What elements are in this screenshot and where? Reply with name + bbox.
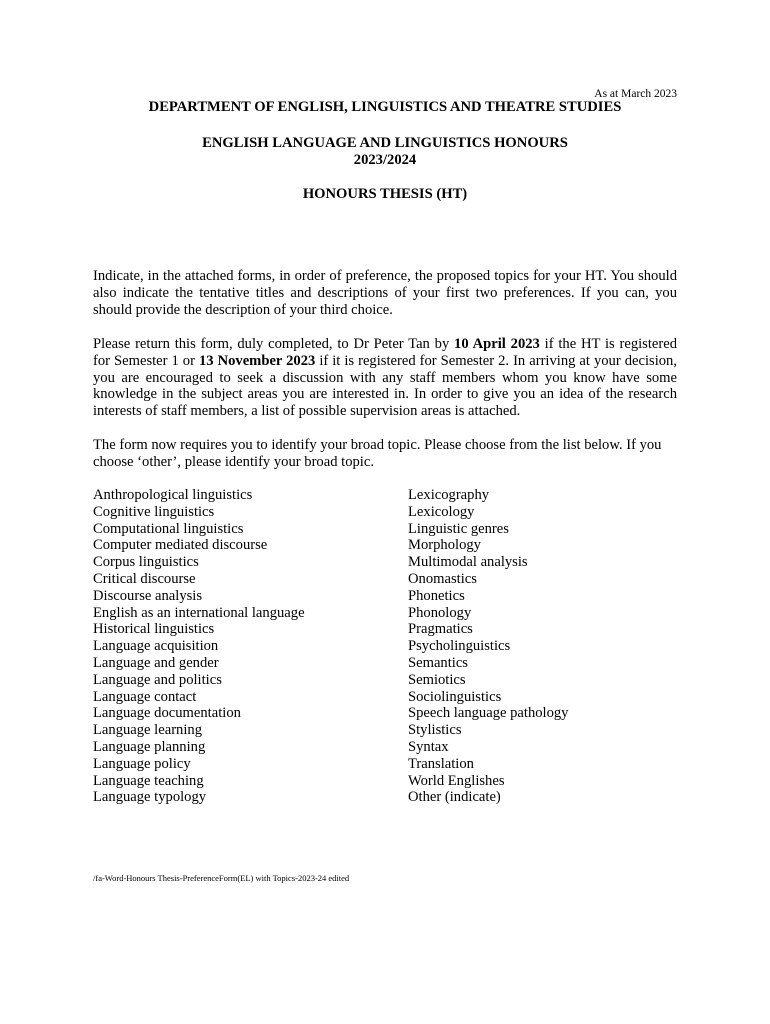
- topic-item: Lexicography: [408, 487, 490, 503]
- topic-item: Critical discourse: [93, 570, 196, 587]
- topic-item: Language acquisition: [93, 638, 219, 655]
- topic-item: Anthropological linguistics: [93, 487, 253, 503]
- topic-item: Pragmatics: [408, 621, 473, 638]
- topic-list-right: [408, 487, 688, 806]
- instructions-paragraph: Indicate, in the attached forms, in order of preference, the proposed topics for your HT. You should also indicate the tentative titles and descriptions of your first two preferences. If you can, you should provide the description of your third choice.: [93, 268, 677, 318]
- topic-item: Language planning: [93, 738, 206, 755]
- topic-item: Language and gender: [93, 654, 219, 671]
- deadline-date-semester-2: 13 November 2023: [198, 352, 316, 369]
- topic-item: Stylistics: [408, 722, 462, 739]
- topic-item: Semiotics: [408, 671, 466, 688]
- academic-year-heading: 2023/2024: [353, 152, 417, 168]
- topic-item: Phonetics: [408, 587, 465, 604]
- topic-item: Language teaching: [93, 772, 204, 789]
- topic-instructions-paragraph: The form now requires you to identify your broad topic. Please choose from the list below. If you choose ‘other’, please identify your broad topic.: [93, 437, 662, 470]
- programme-heading: ENGLISH LANGUAGE AND LINGUISTICS HONOURS: [202, 135, 568, 151]
- topic-item: Language policy: [93, 755, 191, 772]
- deadline-text-2: if the HT is registered for Semester 1 or: [93, 336, 678, 369]
- topic-item: Computer mediated discourse: [93, 537, 268, 554]
- topic-item: Linguistic genres: [408, 520, 509, 537]
- deadline-text-3: if it is registered for Semester 2. In arriving at your decision, you are encouraged to seek a discussion with any staff members whom you know have some knowledge in the subject areas you are interested in. In order to give you an idea of the research interests of staff members, a list of possible supervision areas is attached.: [93, 352, 677, 420]
- topic-list-left: [93, 487, 393, 806]
- topic-item: Cognitive linguistics: [93, 503, 215, 520]
- topic-item: Syntax: [408, 738, 449, 755]
- topic-item: English as an international language: [93, 604, 305, 621]
- form-title: HONOURS THESIS (HT): [302, 186, 468, 202]
- deadline-paragraph: [93, 336, 677, 420]
- topic-item: Language contact: [93, 688, 197, 705]
- topic-item: Sociolinguistics: [408, 688, 502, 705]
- topic-item: Corpus linguistics: [93, 554, 199, 571]
- department-heading: DEPARTMENT OF ENGLISH, LINGUISTICS AND THEATRE STUDIES: [148, 99, 622, 115]
- topic-item: Language typology: [93, 789, 207, 806]
- deadline-date-semester-1: 10 April 2023: [454, 336, 540, 352]
- as-at-date: As at March 2023: [594, 88, 677, 100]
- footer-file-path: /fa-Word-Honours Thesis-PreferenceForm(EL) with Topics-2023-24 edited: [93, 873, 350, 883]
- topic-item: Speech language pathology: [408, 705, 569, 722]
- topic-item: Phonology: [408, 604, 472, 621]
- topic-item: Translation: [408, 755, 474, 772]
- topic-item: World Englishes: [408, 772, 505, 789]
- topic-item: Semantics: [408, 654, 468, 671]
- topic-item: Historical linguistics: [93, 621, 215, 638]
- topic-item: Lexicology: [408, 503, 475, 520]
- topic-item: Computational linguistics: [93, 520, 244, 537]
- topic-item: Multimodal analysis: [408, 554, 528, 571]
- topic-item: Language documentation: [93, 705, 241, 722]
- topic-item: Other (indicate): [408, 789, 501, 806]
- topic-item: Onomastics: [408, 570, 477, 587]
- topic-item: Language learning: [93, 722, 202, 739]
- topic-item: Psycholinguistics: [408, 638, 511, 655]
- deadline-text-1: Please return this form, duly completed, to Dr Peter Tan by: [93, 336, 455, 352]
- topic-item: Discourse analysis: [93, 587, 203, 604]
- topic-item: Language and politics: [93, 671, 222, 688]
- topic-item: Morphology: [408, 537, 481, 554]
